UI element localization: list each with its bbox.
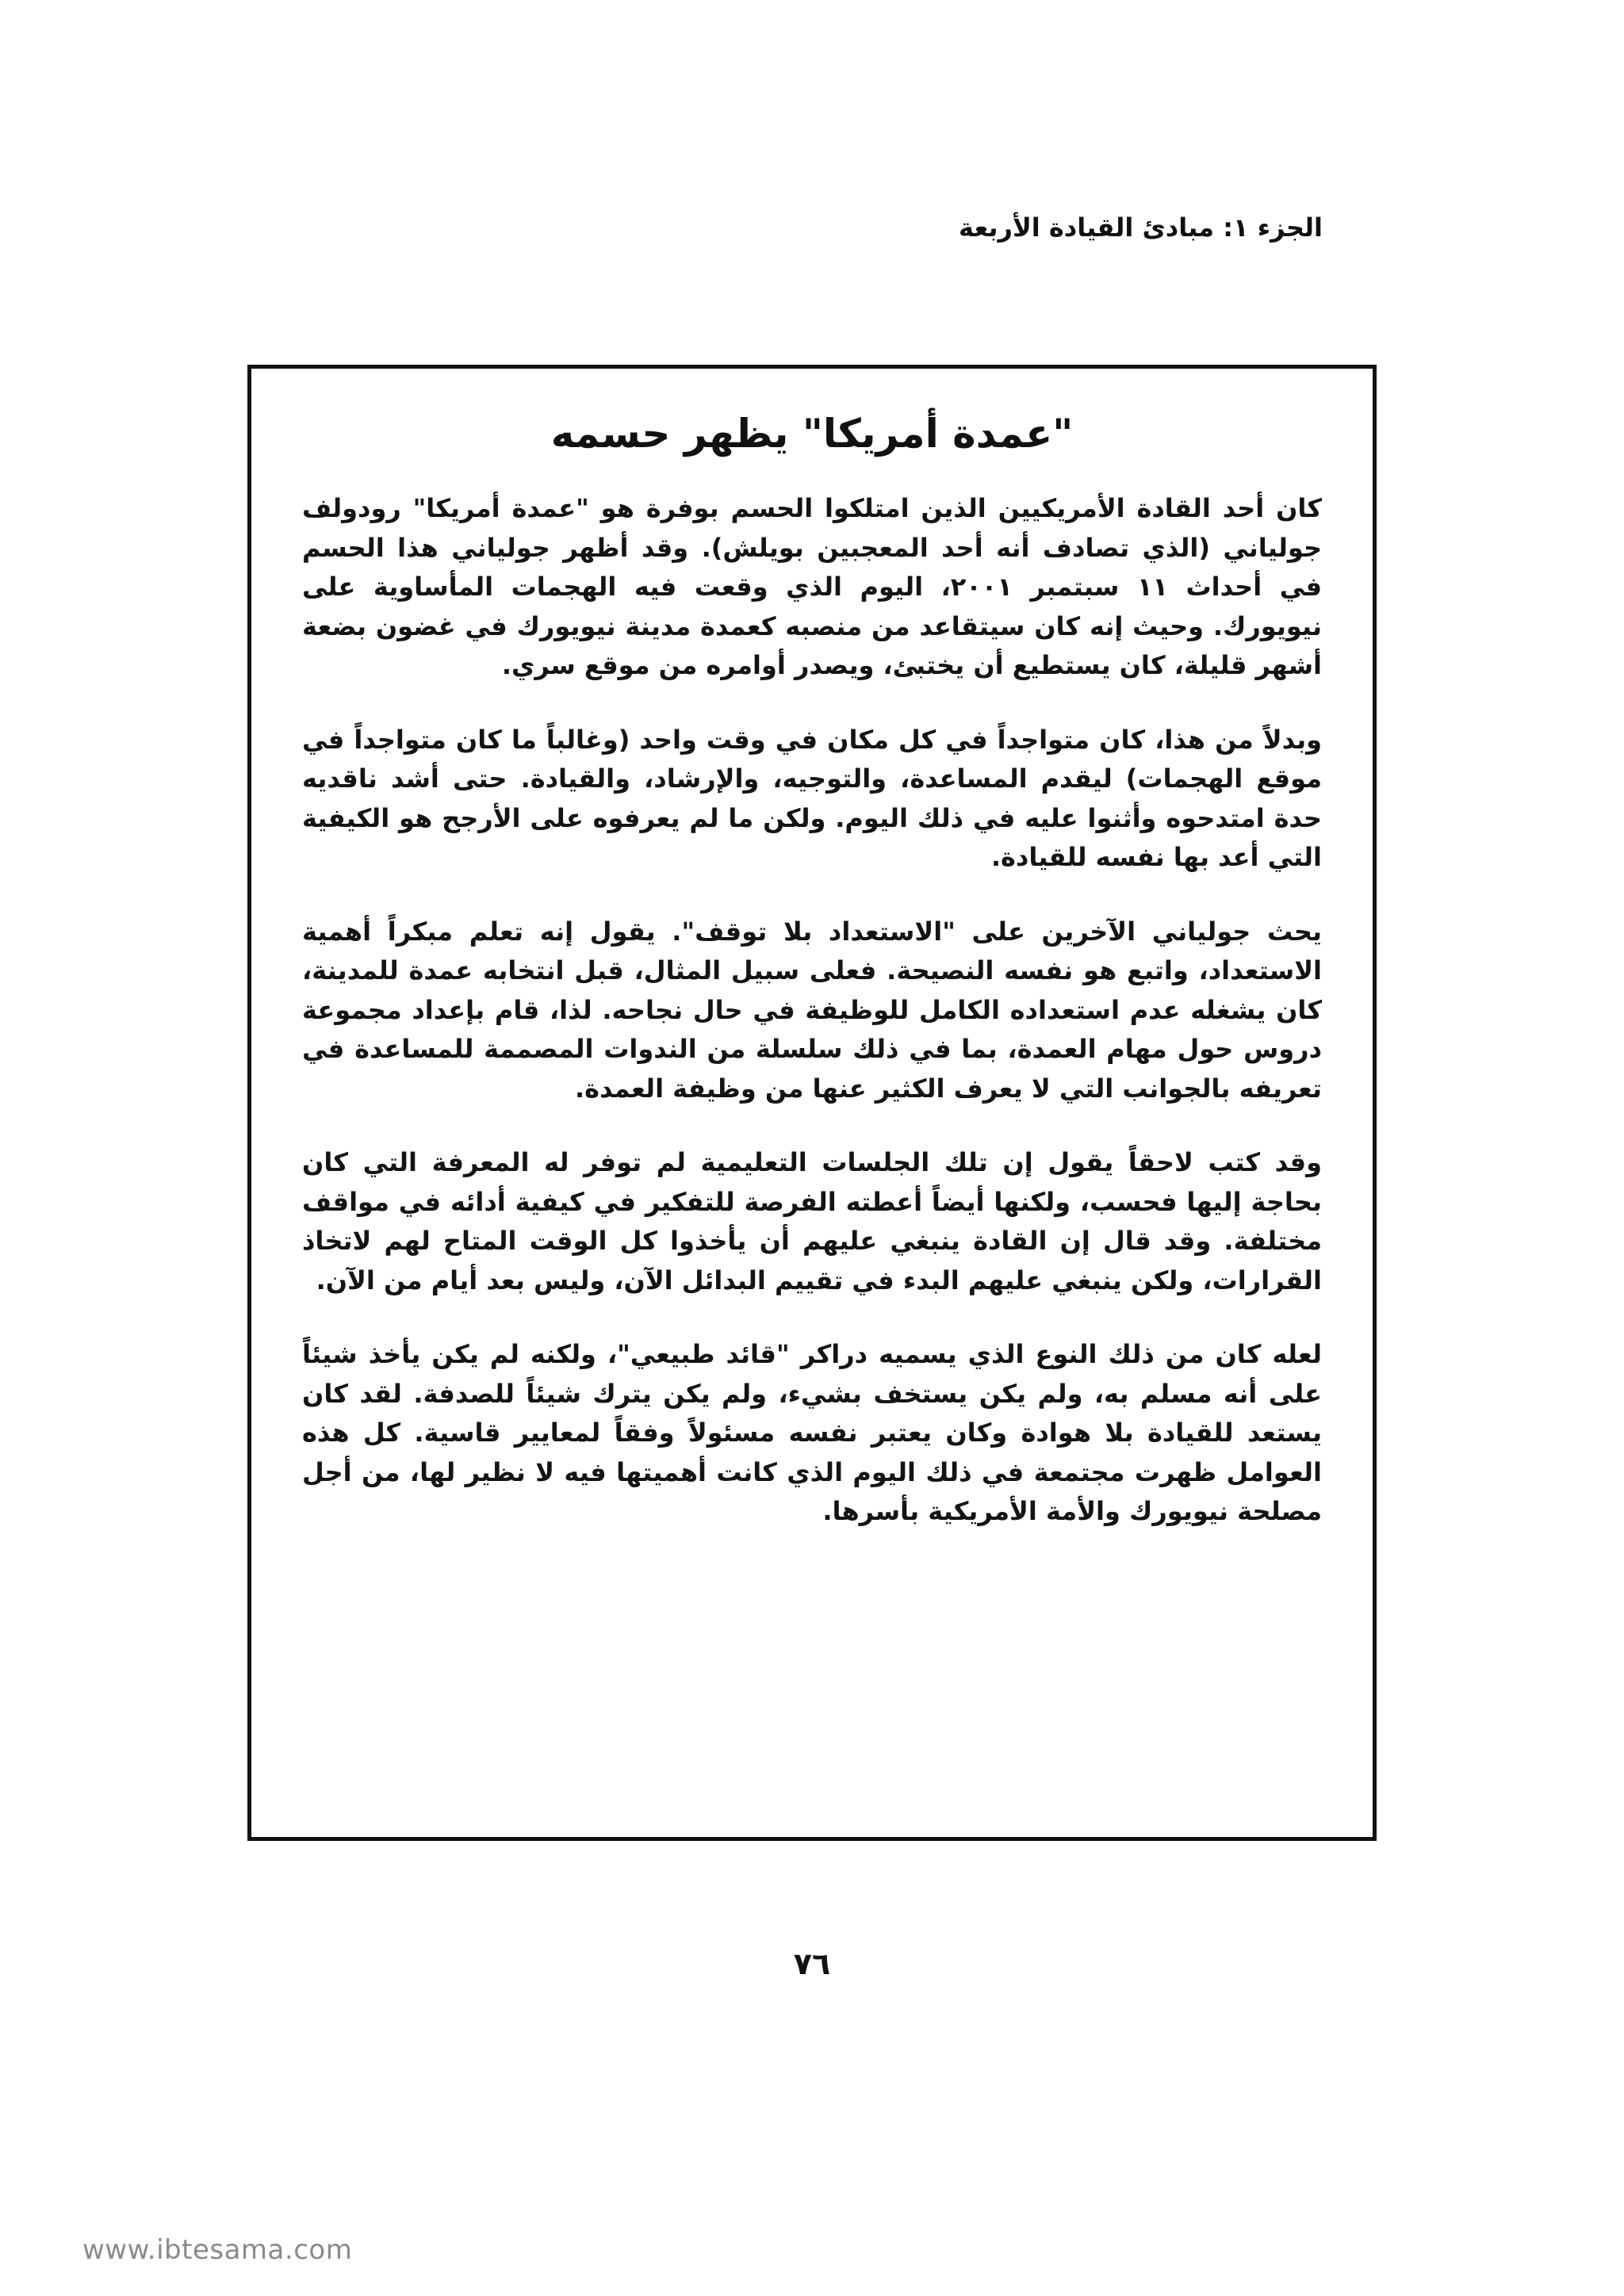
- body-paragraph-4: وقد كتب لاحقاً يقول إن تلك الجلسات التعليمية لم توفر له المعرفة التي كان بحاجة إليها فحسب، ولكنها أيضاً أعطته الفرصة للتفكير في كيفية أدائه في مواقف مختلفة. وقد قال إن القادة ينبغي عليهم أن يأخذوا كل الوقت المتاح لهم لاتخاذ القرارات، ولكن ينبغي عليهم البدء في تقييم البدائل الآن، وليس بعد أيام من الآن.: [302, 1147, 1322, 1295]
- body-paragraph-3: يحث جولياني الآخرين على "الاستعداد بلا توقف". يقول إنه تعلم مبكراً أهمية الاستعداد، واتبع هو نفسه النصيحة. فعلى سبيل المثال، قبل انتخابه عمدة للمدينة، كان يشغله عدم استعداده الكامل للوظيفة في حال نجاحه. لذا، قام بإعداد مجموعة دروس حول مهام العمدة، بما في ذلك سلسلة من الندوات المصممة للمساعدة في تعريفه بالجوانب التي لا يعرف الكثير عنها من وظيفة العمدة.: [302, 916, 1322, 1104]
- page-number: ٧٦: [793, 1946, 831, 1981]
- body-paragraph-2: وبدلاً من هذا، كان متواجداً في كل مكان في وقت واحد (وغالباً ما كان متواجداً في موقع الهجمات) ليقدم المساعدة، والتوجيه، والإرشاد، والقيادة. حتى أشد ناقديه حدة امتدحوه وأثنوا عليه في ذلك اليوم. ولكن ما لم يعرفوه على الأرجح هو الكيفية التي أعد بها نفسه للقيادة.: [302, 724, 1322, 872]
- body-paragraph-5: لعله كان من ذلك النوع الذي يسميه دراكر "قائد طبيعي"، ولكنه لم يكن يأخذ شيئاً على أنه مسلم به، ولم يكن يستخف بشيء، ولم يكن يترك شيئاً للصدفة. لقد كان يستعد للقيادة بلا هوادة وكان يعتبر نفسه مسئولاً وفقاً لمعايير قاسية. كل هذه العوامل ظهرت مجتمعة في ذلك اليوم الذي كانت أهميتها فيه لا نظير لها، من أجل مصلحة نيويورك والأمة الأمريكية بأسرها.: [302, 1339, 1322, 1526]
- sidebar-box-content: [302, 369, 1322, 1837]
- watermark-url: www.ibtesama.com: [82, 2234, 353, 2266]
- box-title: "عمدة أمريكا" يظهر حسمه: [550, 411, 1074, 457]
- body-paragraph-1: كان أحد القادة الأمريكيين الذين امتلكوا الحسم بوفرة هو "عمدة أمريكا" رودولف جولياني (الذي تصادف أنه أحد المعجبين بويلش). وقد أظهر جولياني هذا الحسم في أحداث ١١ سبتمبر ٢٠٠١، اليوم الذي وقعت فيه الهجمات المأساوية على نيويورك. وحيث إنه كان سيتقاعد من منصبه كعمدة مدينة نيويورك في غضون بضعة أشهر قليلة، كان يستطيع أن يختبئ، ويصدر أوامره من موقع سري.: [302, 493, 1323, 680]
- running-header: الجزء ١: مبادئ القيادة الأربعة: [959, 212, 1323, 243]
- sidebar-box: [247, 365, 1377, 1841]
